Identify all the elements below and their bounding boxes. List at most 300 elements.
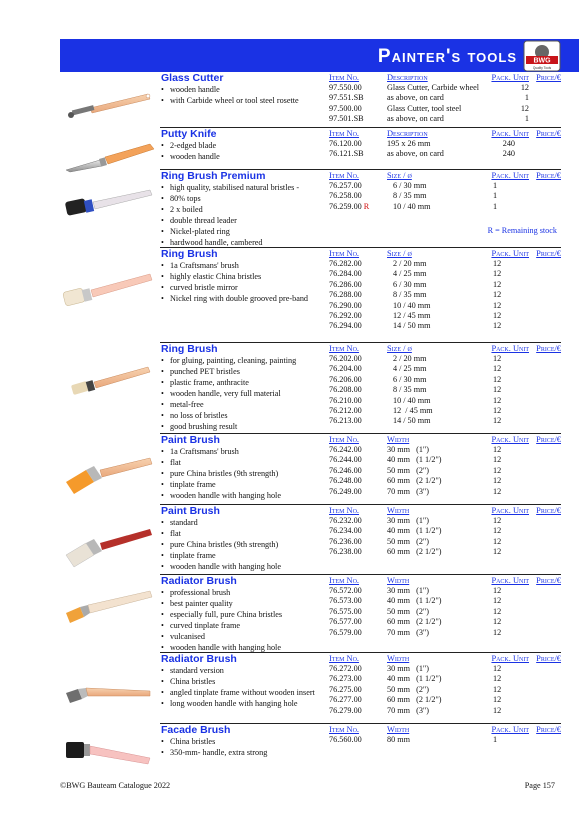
table-row bbox=[329, 181, 561, 191]
price-cell bbox=[533, 149, 561, 159]
feature-item: • wooden handle with hanging hole bbox=[161, 642, 331, 653]
item-number-cell bbox=[329, 685, 387, 695]
table-row bbox=[329, 104, 561, 114]
header-size: Size / ø bbox=[387, 344, 412, 353]
item-number: 76.213.00 bbox=[329, 416, 362, 426]
table-row bbox=[329, 735, 561, 745]
feature-item: • for gluing, painting, cleaning, painting bbox=[161, 355, 331, 366]
product-table bbox=[329, 724, 561, 745]
item-number-cell bbox=[329, 586, 387, 596]
item-number: 76.202.00 bbox=[329, 354, 362, 363]
feature-list bbox=[161, 140, 331, 162]
product-title: Ring Brush bbox=[161, 248, 218, 260]
item-number: 76.275.00 bbox=[329, 684, 362, 694]
description-cell: Glass Cutter, tool steel bbox=[387, 103, 462, 113]
pack-unit-cell: 12 bbox=[493, 596, 502, 606]
pack-unit-cell: 12 bbox=[493, 617, 502, 627]
price-cell bbox=[533, 445, 561, 455]
product-table bbox=[329, 505, 561, 558]
feature-item: • pure China bristles (9th strength) bbox=[161, 539, 331, 550]
feature-item: • vulcanised bbox=[161, 631, 331, 642]
description-cell: 50 mm (2") bbox=[387, 536, 430, 546]
product-section bbox=[60, 128, 561, 170]
item-number: 97.550.00 bbox=[329, 83, 362, 92]
item-number: 76.279.00 bbox=[329, 705, 362, 715]
header-item-no: Item No. bbox=[329, 435, 360, 444]
logo-text: BWG bbox=[533, 57, 551, 65]
header-width: Width bbox=[387, 435, 410, 444]
header-description: Description bbox=[387, 73, 428, 82]
table-row bbox=[329, 191, 561, 201]
description-cell: 12 / 45 mm bbox=[393, 406, 433, 416]
product-section bbox=[60, 434, 561, 505]
description-cell: 30 mm (1") bbox=[387, 664, 430, 673]
item-number-cell bbox=[329, 191, 387, 201]
description-cell: 195 x 26 mm bbox=[387, 139, 431, 148]
header-pack-unit: Pack. Unit bbox=[491, 654, 529, 663]
price-cell bbox=[533, 416, 561, 426]
price-cell bbox=[533, 487, 561, 497]
table-row bbox=[329, 269, 561, 279]
table-row bbox=[329, 607, 561, 617]
table-row bbox=[329, 375, 561, 385]
item-number-cell bbox=[329, 149, 387, 159]
description-cell: 70 mm (3") bbox=[387, 627, 430, 637]
description-cell: 10 / 40 mm bbox=[393, 201, 431, 211]
item-number: 76.246.00 bbox=[329, 465, 362, 475]
product-section bbox=[60, 72, 561, 128]
product-title: Putty Knife bbox=[161, 128, 217, 140]
banner-title: Painter's tools bbox=[377, 46, 517, 67]
item-number: 76.573.00 bbox=[329, 596, 362, 606]
feature-item: • flat bbox=[161, 457, 331, 468]
description-cell: 8 / 35 mm bbox=[393, 290, 427, 300]
feature-item: • curved bristle mirror bbox=[161, 282, 331, 293]
pack-unit-cell: 240 bbox=[502, 139, 515, 148]
header-description: Description bbox=[387, 129, 428, 138]
feature-list bbox=[161, 84, 331, 106]
feature-item: • highly elastic China bristles bbox=[161, 271, 331, 282]
table-row bbox=[329, 114, 561, 124]
description-cell: 8 / 35 mm bbox=[393, 385, 427, 395]
price-cell bbox=[533, 664, 561, 674]
feature-item: • 350-mm- handle, extra strong bbox=[161, 747, 331, 758]
price-cell bbox=[533, 674, 561, 684]
header-price: Price/€ bbox=[536, 73, 561, 82]
product-table bbox=[329, 653, 561, 716]
pack-unit-cell: 12 bbox=[493, 465, 502, 475]
item-number-cell bbox=[329, 628, 387, 638]
pack-unit-cell: 12 bbox=[493, 586, 502, 595]
description-cell: 30 mm (1") bbox=[387, 445, 430, 454]
item-number-cell bbox=[329, 93, 387, 103]
product-image bbox=[62, 176, 156, 226]
header-pack-unit: Pack. Unit bbox=[491, 129, 529, 138]
feature-item: • with Carbide wheel or tool steel rosette bbox=[161, 95, 331, 106]
description-cell: 14 / 50 mm bbox=[393, 416, 431, 426]
item-number-cell bbox=[329, 385, 387, 395]
header-width: Width bbox=[387, 576, 410, 585]
feature-item: • tinplate frame bbox=[161, 550, 331, 561]
description-cell: 40 mm (1 1/2") bbox=[387, 596, 442, 606]
pack-unit-cell: 12 bbox=[493, 354, 502, 363]
item-number-cell bbox=[329, 596, 387, 606]
item-number: 76.212.00 bbox=[329, 406, 362, 416]
item-number-cell bbox=[329, 664, 387, 674]
feature-list bbox=[161, 260, 331, 304]
item-number-cell bbox=[329, 406, 387, 416]
header-size: Size / ø bbox=[387, 249, 412, 258]
item-number-cell bbox=[329, 290, 387, 300]
item-number: 76.206.00 bbox=[329, 374, 362, 384]
item-number-cell bbox=[329, 476, 387, 486]
table-row bbox=[329, 406, 561, 416]
item-number: 76.234.00 bbox=[329, 526, 362, 536]
footer-copyright: ©BWG Bauteam Catalogue 2022 bbox=[60, 781, 171, 790]
item-number: 76.284.00 bbox=[329, 269, 362, 279]
product-title: Facade Brush bbox=[161, 724, 231, 736]
table-row bbox=[329, 547, 561, 557]
item-number: 76.272.00 bbox=[329, 664, 362, 673]
feature-item: • tinplate frame bbox=[161, 479, 331, 490]
product-image bbox=[62, 450, 156, 500]
header-item-no: Item No. bbox=[329, 344, 360, 353]
item-number: 76.257.00 bbox=[329, 181, 362, 190]
item-number-cell bbox=[329, 311, 387, 321]
price-cell bbox=[533, 516, 561, 526]
price-cell bbox=[533, 695, 561, 705]
pack-unit-cell: 12 bbox=[493, 374, 502, 384]
brand-logo bbox=[523, 40, 561, 72]
price-cell bbox=[533, 301, 561, 311]
table-row bbox=[329, 301, 561, 311]
price-cell bbox=[533, 406, 561, 416]
table-row bbox=[329, 416, 561, 426]
product-title: Ring Brush bbox=[161, 343, 218, 355]
header-pack-unit: Pack. Unit bbox=[491, 171, 529, 180]
product-table bbox=[329, 248, 561, 332]
section-divider bbox=[160, 433, 561, 434]
price-cell bbox=[533, 104, 561, 114]
pack-unit-cell: 12 bbox=[493, 674, 502, 684]
description-cell: 10 / 40 mm bbox=[393, 395, 431, 405]
footer-page-number: Page 157 bbox=[524, 781, 555, 790]
pack-unit-cell: 12 bbox=[493, 406, 502, 416]
pack-unit-cell: 1 bbox=[493, 201, 498, 211]
feature-item: • high quality, stabilised natural bristles - bbox=[161, 182, 331, 193]
description-cell: 2 / 20 mm bbox=[393, 354, 427, 363]
feature-list bbox=[161, 446, 331, 501]
item-number: 76.290.00 bbox=[329, 300, 362, 310]
item-number-cell bbox=[329, 526, 387, 536]
item-number-cell bbox=[329, 706, 387, 716]
header-item-no: Item No. bbox=[329, 576, 360, 585]
item-number: 76.242.00 bbox=[329, 445, 362, 454]
item-number: 76.248.00 bbox=[329, 476, 362, 486]
item-number-cell bbox=[329, 181, 387, 191]
description-cell: 8 / 35 mm bbox=[393, 191, 427, 201]
description-cell: 60 mm (2 1/2") bbox=[387, 476, 442, 486]
description-cell: 70 mm (3") bbox=[387, 705, 430, 715]
item-number-cell bbox=[329, 139, 387, 149]
table-row bbox=[329, 354, 561, 364]
item-number: 76.286.00 bbox=[329, 279, 362, 289]
item-number-cell bbox=[329, 83, 387, 93]
price-cell bbox=[533, 364, 561, 374]
item-number-cell bbox=[329, 269, 387, 279]
price-cell bbox=[533, 466, 561, 476]
description-cell: 50 mm (2") bbox=[387, 606, 430, 616]
section-banner bbox=[60, 39, 579, 72]
pack-unit-cell: 12 bbox=[493, 321, 502, 331]
pack-unit-cell: 12 bbox=[493, 290, 502, 300]
header-price: Price/€ bbox=[536, 576, 561, 585]
item-number: 76.273.00 bbox=[329, 674, 362, 684]
product-title: Glass Cutter bbox=[161, 72, 224, 84]
product-title: Ring Brush Premium bbox=[161, 170, 266, 182]
feature-item: • wooden handle bbox=[161, 84, 331, 95]
feature-item: • 80% tops bbox=[161, 193, 331, 204]
pack-unit-cell: 12 bbox=[493, 385, 502, 395]
header-item-no: Item No. bbox=[329, 129, 360, 138]
pack-unit-cell: 12 bbox=[493, 516, 502, 525]
header-price: Price/€ bbox=[536, 344, 561, 353]
price-cell bbox=[533, 280, 561, 290]
header-pack-unit: Pack. Unit bbox=[491, 506, 529, 515]
product-image bbox=[62, 671, 156, 721]
header-pack-unit: Pack. Unit bbox=[491, 344, 529, 353]
pack-unit-cell: 12 bbox=[520, 83, 529, 92]
feature-list bbox=[161, 736, 331, 758]
table-row bbox=[329, 685, 561, 695]
item-number-cell bbox=[329, 537, 387, 547]
description-cell: 60 mm (2 1/2") bbox=[387, 547, 442, 557]
item-number: 76.121.SB bbox=[329, 149, 364, 159]
table-row bbox=[329, 259, 561, 269]
table-row bbox=[329, 364, 561, 374]
feature-item: • 1a Craftsmans' brush bbox=[161, 446, 331, 457]
item-number-cell bbox=[329, 617, 387, 627]
feature-item: • especially full, pure China bristles bbox=[161, 609, 331, 620]
price-cell bbox=[533, 375, 561, 385]
pack-unit-cell: 12 bbox=[493, 486, 502, 496]
item-number-cell bbox=[329, 695, 387, 705]
table-row bbox=[329, 516, 561, 526]
item-number: 76.579.00 bbox=[329, 627, 362, 637]
product-title: Radiator Brush bbox=[161, 575, 237, 587]
table-row bbox=[329, 664, 561, 674]
product-section bbox=[60, 724, 561, 770]
table-row bbox=[329, 202, 561, 212]
item-number-cell bbox=[329, 396, 387, 406]
feature-item: • plastic frame, anthracite bbox=[161, 377, 331, 388]
table-row bbox=[329, 466, 561, 476]
pack-unit-cell: 12 bbox=[493, 445, 502, 454]
description-cell: 2 / 20 mm bbox=[393, 259, 427, 268]
item-number: 76.294.00 bbox=[329, 321, 362, 331]
product-section bbox=[60, 248, 561, 343]
price-cell bbox=[533, 735, 561, 745]
item-number: 97.500.00 bbox=[329, 103, 362, 113]
pack-unit-cell: 12 bbox=[493, 364, 502, 374]
item-number-cell bbox=[329, 674, 387, 684]
table-row bbox=[329, 83, 561, 93]
product-section bbox=[60, 575, 561, 653]
description-cell: 70 mm (3") bbox=[387, 486, 430, 496]
price-cell bbox=[533, 617, 561, 627]
item-number: 76.238.00 bbox=[329, 547, 362, 557]
pack-unit-cell: 12 bbox=[493, 606, 502, 616]
product-section bbox=[60, 653, 561, 724]
description-cell: 30 mm (1") bbox=[387, 586, 430, 595]
table-row bbox=[329, 695, 561, 705]
price-cell bbox=[533, 269, 561, 279]
header-item-no: Item No. bbox=[329, 171, 360, 180]
price-cell bbox=[533, 476, 561, 486]
price-cell bbox=[533, 706, 561, 716]
remaining-stock-flag: R bbox=[363, 201, 370, 211]
price-cell bbox=[533, 114, 561, 124]
table-row bbox=[329, 290, 561, 300]
pack-unit-cell: 12 bbox=[493, 627, 502, 637]
price-cell bbox=[533, 311, 561, 321]
item-number: 76.120.00 bbox=[329, 139, 362, 148]
product-image bbox=[62, 521, 156, 571]
feature-item: • China bristles bbox=[161, 736, 331, 747]
item-number-cell bbox=[329, 547, 387, 557]
price-cell bbox=[533, 202, 561, 212]
header-pack-unit: Pack. Unit bbox=[491, 73, 529, 82]
feature-item: • no loss of bristles bbox=[161, 410, 331, 421]
feature-item: • wooden handle, very full material bbox=[161, 388, 331, 399]
item-number: 76.577.00 bbox=[329, 617, 362, 627]
table-row bbox=[329, 487, 561, 497]
feature-item: • Nickel ring with double grooved pre-band bbox=[161, 293, 331, 304]
remaining-stock-note: R = Remaining stock bbox=[487, 226, 557, 235]
description-cell: 40 mm (1 1/2") bbox=[387, 526, 442, 536]
price-cell bbox=[533, 586, 561, 596]
header-pack-unit: Pack. Unit bbox=[491, 725, 529, 734]
price-cell bbox=[533, 526, 561, 536]
pack-unit-cell: 12 bbox=[493, 547, 502, 557]
feature-list bbox=[161, 355, 331, 432]
table-row bbox=[329, 445, 561, 455]
product-image bbox=[62, 585, 156, 635]
description-cell: 6 / 30 mm bbox=[393, 181, 427, 190]
header-pack-unit: Pack. Unit bbox=[491, 576, 529, 585]
price-cell bbox=[533, 607, 561, 617]
feature-list bbox=[161, 182, 331, 248]
price-cell bbox=[533, 321, 561, 331]
price-cell bbox=[533, 547, 561, 557]
product-table bbox=[329, 434, 561, 497]
table-row bbox=[329, 149, 561, 159]
item-number-cell bbox=[329, 466, 387, 476]
product-table bbox=[329, 343, 561, 427]
header-item-no: Item No. bbox=[329, 506, 360, 515]
header-price: Price/€ bbox=[536, 171, 561, 180]
table-row bbox=[329, 476, 561, 486]
product-title: Paint Brush bbox=[161, 505, 220, 517]
header-width: Width bbox=[387, 725, 410, 734]
description-cell: 4 / 25 mm bbox=[393, 364, 427, 374]
item-number-cell bbox=[329, 375, 387, 385]
table-row bbox=[329, 628, 561, 638]
description-cell: 40 mm (1 1/2") bbox=[387, 455, 442, 465]
header-price: Price/€ bbox=[536, 249, 561, 258]
pack-unit-cell: 12 bbox=[493, 311, 502, 321]
pack-unit-cell: 240 bbox=[502, 149, 515, 159]
section-divider bbox=[160, 723, 561, 724]
price-cell bbox=[533, 385, 561, 395]
feature-item: • 1a Craftsmans' brush bbox=[161, 260, 331, 271]
table-row bbox=[329, 596, 561, 606]
item-number-cell bbox=[329, 259, 387, 269]
item-number-cell bbox=[329, 445, 387, 455]
pack-unit-cell: 1 bbox=[493, 181, 498, 190]
feature-item: • China bristles bbox=[161, 676, 331, 687]
feature-item: • curved tinplate frame bbox=[161, 620, 331, 631]
description-cell: 6 / 30 mm bbox=[393, 279, 427, 289]
price-cell bbox=[533, 181, 561, 191]
table-row bbox=[329, 537, 561, 547]
section-divider bbox=[160, 247, 561, 248]
item-number: 76.259.00 bbox=[329, 201, 362, 211]
item-number: 76.572.00 bbox=[329, 586, 362, 595]
section-divider bbox=[160, 169, 561, 170]
table-row bbox=[329, 321, 561, 331]
item-number: 76.282.00 bbox=[329, 259, 362, 268]
item-number-cell bbox=[329, 607, 387, 617]
feature-item: • wooden handle bbox=[161, 151, 331, 162]
table-row bbox=[329, 396, 561, 406]
pack-unit-cell: 1 bbox=[493, 735, 498, 744]
pack-unit-cell: 12 bbox=[493, 269, 502, 279]
header-item-no: Item No. bbox=[329, 654, 360, 663]
product-image bbox=[62, 264, 156, 314]
item-number-cell bbox=[329, 516, 387, 526]
feature-list bbox=[161, 517, 331, 572]
table-row bbox=[329, 617, 561, 627]
price-cell bbox=[533, 685, 561, 695]
pack-unit-cell: 12 bbox=[493, 416, 502, 426]
pack-unit-cell: 12 bbox=[493, 476, 502, 486]
table-row bbox=[329, 280, 561, 290]
pack-unit-cell: 1 bbox=[524, 114, 529, 124]
feature-item: • Nickel-plated ring bbox=[161, 226, 331, 237]
item-number-cell bbox=[329, 202, 387, 212]
product-table bbox=[329, 575, 561, 638]
section-divider bbox=[160, 342, 561, 343]
item-number: 97.551.SB bbox=[329, 93, 364, 103]
pack-unit-cell: 12 bbox=[493, 705, 502, 715]
price-cell bbox=[533, 83, 561, 93]
feature-item: • best painter quality bbox=[161, 598, 331, 609]
pack-unit-cell: 12 bbox=[493, 526, 502, 536]
item-number: 76.210.00 bbox=[329, 395, 362, 405]
feature-item: • professional brush bbox=[161, 587, 331, 598]
item-number: 76.575.00 bbox=[329, 606, 362, 616]
item-number-cell bbox=[329, 104, 387, 114]
header-item-no: Item No. bbox=[329, 249, 360, 258]
pack-unit-cell: 1 bbox=[524, 93, 529, 103]
item-number: 76.277.00 bbox=[329, 695, 362, 705]
price-cell bbox=[533, 596, 561, 606]
description-cell: 14 / 50 mm bbox=[393, 321, 431, 331]
price-cell bbox=[533, 455, 561, 465]
item-number: 76.292.00 bbox=[329, 311, 362, 321]
feature-item: • double thread leader bbox=[161, 215, 331, 226]
